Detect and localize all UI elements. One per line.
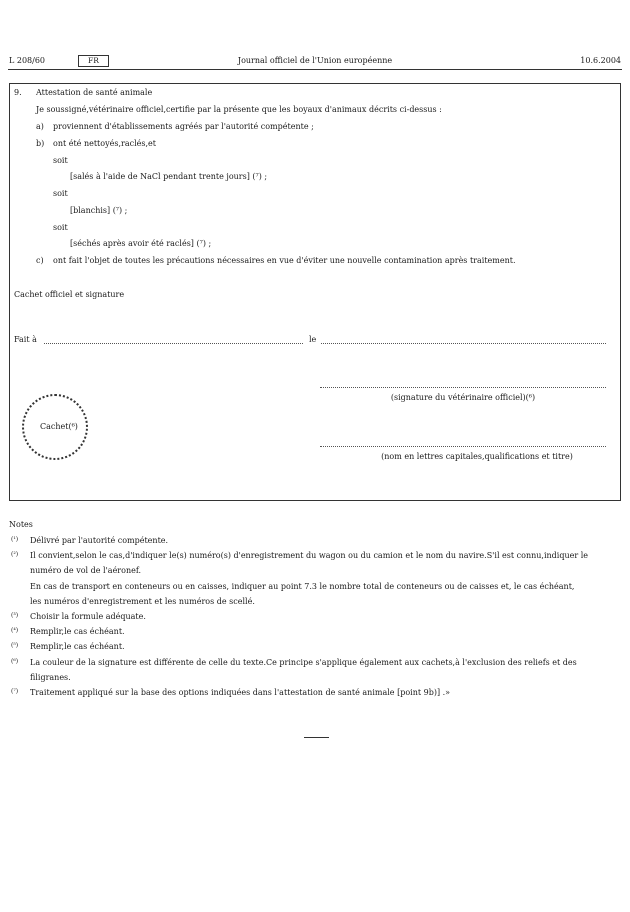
section-title: Attestation de santé animale: [36, 88, 153, 97]
journal-title: Journal officiel de l'Union européenne: [237, 56, 393, 65]
note-marker: (³): [11, 612, 19, 619]
option-salted-text: [salés à l'aide de NaCl pendant trente jours]: [70, 172, 250, 181]
option-blanched-text: [blanchis]: [70, 206, 111, 215]
note-1: Délivré par l'autorité compétente.: [30, 536, 169, 545]
footnote-ref: (⁷): [112, 206, 123, 215]
soit-label: soit: [53, 223, 68, 232]
item-b-label: b): [36, 139, 45, 148]
note-marker: (¹): [11, 536, 19, 543]
option-blanched: [70, 207, 127, 215]
option-dried: [70, 240, 211, 248]
note-6-line-2: filigranes.: [30, 673, 71, 682]
note-2-line-3: En cas de transport en conteneurs ou en caisses, indiquer au point 7.3 le nombre total de conteneurs ou de caisses et, le cas échéant,: [30, 582, 575, 591]
place-field[interactable]: [44, 343, 303, 344]
language-badge: FR: [78, 55, 109, 67]
item-a-label: a): [36, 122, 44, 131]
note-4: Remplir,le cas échéant.: [30, 627, 125, 636]
item-c-label: c): [36, 256, 44, 265]
note-5: Remplir,le cas échéant.: [30, 642, 125, 651]
signature-label: (signature du vétérinaire officiel)(⁶): [390, 393, 536, 402]
date-field[interactable]: [321, 343, 606, 344]
note-2-line-2: numéro de vol de l'aéronef.: [30, 566, 142, 575]
note-marker: (⁷): [11, 688, 19, 695]
section-number: 9.: [14, 88, 22, 97]
note-marker: (⁴): [11, 627, 19, 634]
option-punct: ;: [122, 206, 128, 215]
page-reference: L 208/60: [9, 56, 45, 65]
name-label: (nom en lettres capitales,qualifications et titre): [381, 452, 573, 461]
note-2-line-4: les numéros d'enregistrement et les numéros de scellé.: [30, 597, 255, 606]
footnote-ref: (⁷): [252, 172, 262, 181]
option-salted: [70, 173, 267, 181]
publication-date: 10.6.2004: [580, 56, 621, 65]
soit-label: soit: [53, 156, 68, 165]
option-punct: ;: [261, 172, 268, 181]
cachet-heading: Cachet officiel et signature: [14, 290, 125, 299]
note-2-line-1: Il convient,selon le cas,d'indiquer le(s) numéro(s) d'enregistrement du wagon ou du camion et le nom du navire.S'il est connu,indiquer le: [30, 551, 588, 560]
certificate-intro: Je soussigné,vétérinaire officiel,certifie par la présente que les boyaux d'animaux décrits ci-dessus :: [36, 105, 442, 114]
note-marker: (²): [11, 551, 19, 558]
soit-label: soit: [53, 189, 68, 198]
item-b-text: ont été nettoyés,raclés,et: [53, 139, 156, 148]
notes-heading: Notes: [9, 520, 33, 529]
date-label: le: [309, 335, 317, 344]
signature-field[interactable]: [320, 387, 606, 388]
footnote-ref: (⁷): [196, 239, 206, 248]
note-3: Choisir la formule adéquate.: [30, 612, 146, 621]
name-field[interactable]: [320, 446, 606, 447]
stamp-label: Cachet(⁶): [40, 422, 78, 431]
end-rule: [304, 737, 329, 738]
note-marker: (⁵): [11, 642, 19, 649]
note-marker: (⁶): [11, 658, 19, 665]
item-c-text: ont fait l'objet de toutes les précautions nécessaires en vue d'éviter une nouvelle contamination après traitement.: [53, 256, 516, 265]
header-divider: [8, 69, 622, 70]
option-dried-text: [séchés après avoir été raclés]: [70, 239, 194, 248]
note-7: Traitement appliqué sur la base des options indiquées dans l'attestation de santé animale [point 9b)] .»: [30, 688, 451, 697]
note-6-line-1: La couleur de la signature est différente de celle du texte.Ce principe s'applique également aux cachets,à l'exclusion des reliefs et des: [30, 658, 577, 667]
fait-a-label: Fait à: [14, 335, 37, 344]
option-punct: ;: [205, 239, 212, 248]
item-a-text: proviennent d'établissements agréés par l'autorité compétente ;: [53, 122, 314, 131]
